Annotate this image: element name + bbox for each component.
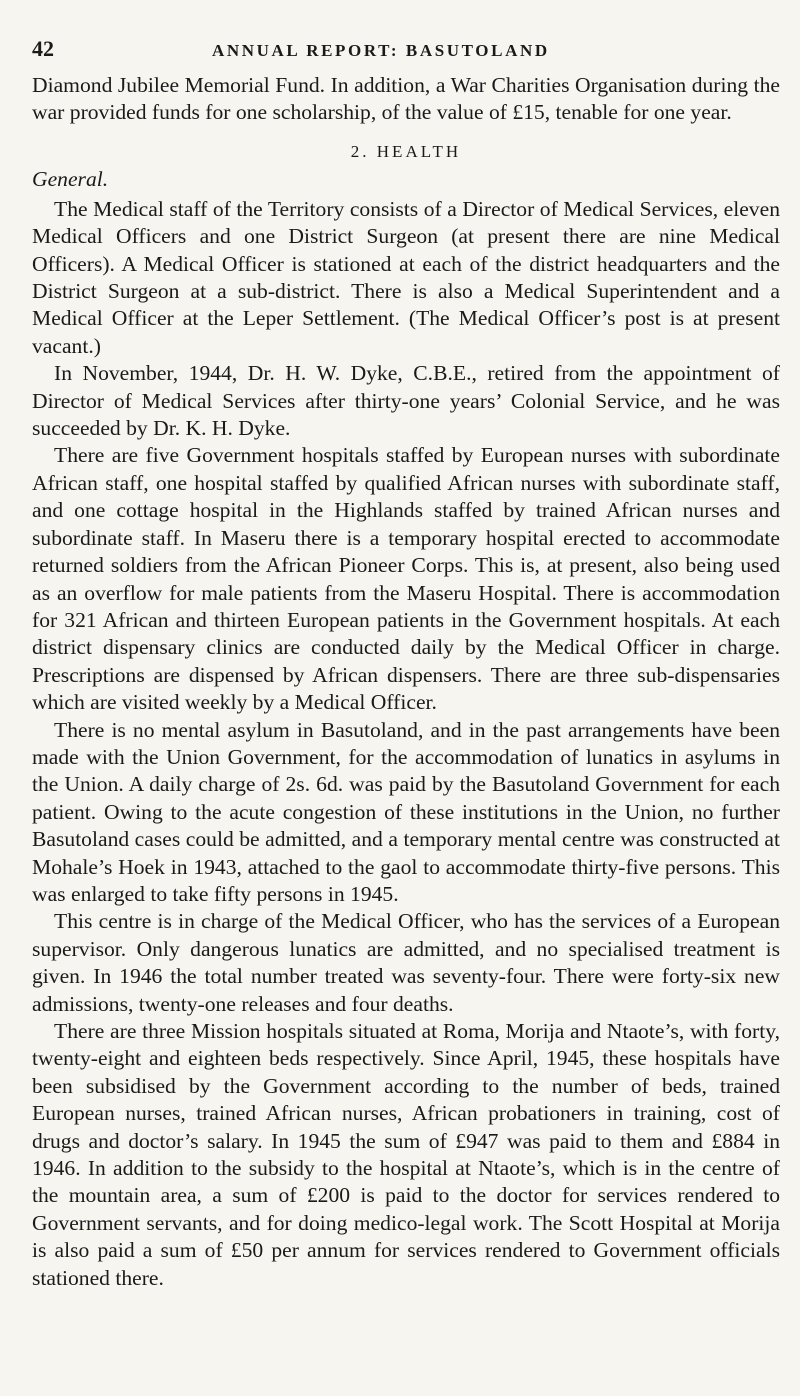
page-header xyxy=(32,36,780,72)
paragraph-mental-centre: This centre is in charge of the Medical Officer, who has the services of a European supervisor. Only dangerous lunatics are admitted, and no specialised treatment is given. In 1946 the total number treated was seventy-four. There were forty-six new admissions, twenty-one releases and four deaths. xyxy=(32,909,780,1016)
section-subheading: General. xyxy=(32,166,109,191)
intro-paragraph: Diamond Jubilee Memorial Fund. In addition, a War Charities Organisation during the war provided funds for one scholarship, of the value of £15, tenable for one year. xyxy=(32,73,780,125)
section-heading: 2. HEALTH xyxy=(350,141,462,161)
paragraph-medical-staff: The Medical staff of the Territory consists of a Director of Medical Services, eleven Medical Officers and one District Surgeon (at present there are nine Medical Officers). A Medical Officer is stationed at each of the district headquarters and the District Surgeon at a sub-district. There is also a Medical Superintendent and a Medical Officer at the Leper Settlement. (The Medical Officer’s post is at present vacant.) xyxy=(32,196,780,358)
paragraph-mental-asylum: There is no mental asylum in Basutoland, and in the past arrangements have been made with the Union Government, for the accommodation of lunatics in asylums in the Union. A daily charge of 2s. 6d. was paid by the Basutoland Government for each patient. Owing to the acute congestion of these institutions in the Union, no further Basutoland cases could be admitted, and a temporary mental centre was constructed at Mohale’s Hoek in 1943, attached to the gaol to accommodate thirty-five persons. This was enlarged to take fifty persons in 1945. xyxy=(32,717,780,906)
body-text xyxy=(32,72,780,1292)
paragraph-government-hospitals: There are five Government hospitals staffed by European nurses with subordinate African staff, one hospital staffed by qualified African nurses with subordinate staff, and one cottage hospital in the Highlands staffed by trained African nurses and subordinate staff. In Maseru there is a temporary hospital erected to accommodate returned soldiers from the African Pioneer Corps. This is, at present, also being used as an overflow for male patients from the Maseru Hospital. There is accommodation for 321 African and thirteen European patients in the Government hospitals. At each district dispensary clinics are conducted daily by the Medical Officer in charge. Prescriptions are dispensed by African dispensers. There are three sub-dispensaries which are visited weekly by a Medical Officer. xyxy=(32,443,780,715)
document-page xyxy=(32,36,780,1292)
paragraph-director-retirement: In November, 1944, Dr. H. W. Dyke, C.B.E., retired from the appointment of Director of Medical Services after thirty-one years’ Colonial Service, and he was succeeded by Dr. K. H. Dyke. xyxy=(32,361,780,441)
page-number: 42 xyxy=(32,36,54,61)
paragraph-mission-hospitals: There are three Mission hospitals situated at Roma, Morija and Ntaote’s, with forty, twenty-eight and eighteen beds respectively. Since April, 1945, these hospitals have been subsidised by the Government according to the number of beds, trained European nurses, trained African nurses, African probationers in training, cost of drugs and doctor’s salary. In 1945 the sum of £947 was paid to them and £884 in 1946. In addition to the subsidy to the hospital at Ntaote’s, which is in the centre of the mountain area, a sum of £200 is paid to the doctor for services rendered to Government servants, and for doing medico-legal work. The Scott Hospital at Morija is also paid a sum of £50 per annum for services rendered to Government officials stationed there. xyxy=(32,1019,780,1290)
running-head: ANNUAL REPORT: BASUTOLAND xyxy=(212,41,550,60)
